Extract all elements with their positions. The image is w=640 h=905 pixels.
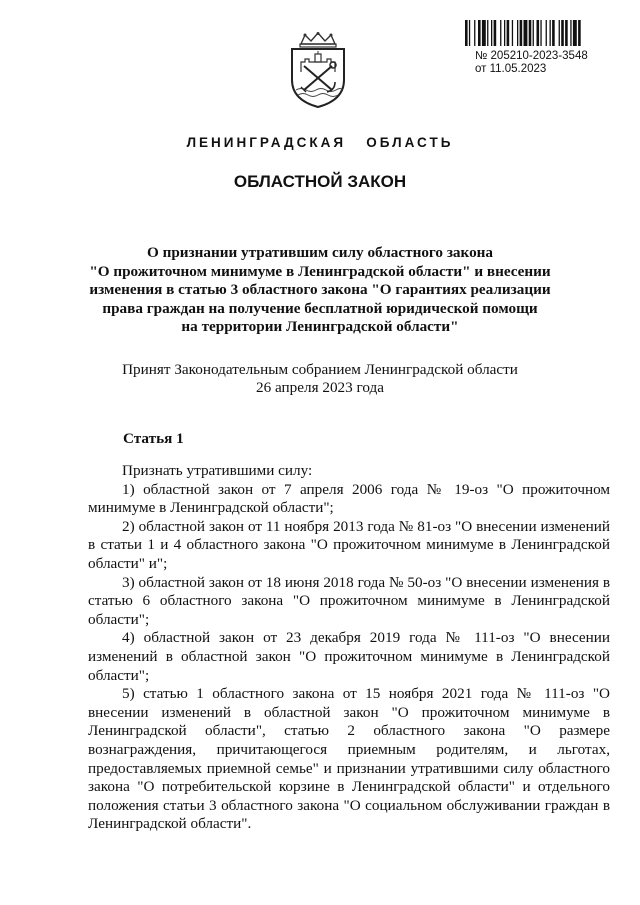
law-title-line: права граждан на получение бесплатной юридической помощи	[102, 299, 538, 317]
law-title-line: изменения в статью 3 областного закона "О гарантиях реализации	[89, 281, 551, 298]
registration-stamp	[475, 50, 588, 76]
article-item: 3) областной закон от 18 июня 2018 года № 50-оз "О внесении изменения в статью 6 областного закона "О прожиточном минимуме в Ленинградской области";	[88, 573, 610, 628]
article-item: 4) областной закон от 23 декабря 2019 года № 111-оз "О внесении изменений в областной закон "О прожиточном минимуме в Ленинградской области";	[88, 629, 610, 684]
law-title	[60, 244, 580, 337]
document-type-heading: ОБЛАСТНОЙ ЗАКОН	[233, 172, 407, 191]
law-title-line: "О прожиточном минимуме в Ленинградской области" и внесении	[89, 262, 551, 280]
barcode-icon	[464, 20, 612, 46]
adoption-date: 26 апреля 2023 года	[256, 379, 384, 396]
registration-date: от 11.05.2023	[475, 63, 547, 75]
coat-of-arms-icon	[287, 32, 349, 108]
law-title-line: на территории Ленинградской области"	[181, 318, 459, 335]
article-item: 5) статью 1 областного закона от 15 ноября 2021 года № 111-оз "О внесении изменений в областной закон "О прожиточном минимуме в Ленинградской области", статью 2 областного закона "О размере вознаграждения, причитающегося приемным родителям, и льготах, предоставляемых приемной семье" и признании утратившими силу областного закона "О потребительской корзине в Ленинградской области" и отдельного положения статьи 3 областного закона "О социальном обслуживании граждан в Ленинградской области".	[88, 685, 610, 833]
article-body	[88, 462, 610, 834]
article-item: 1) областной закон от 7 апреля 2006 года № 19-оз "О прожиточном минимуме в Ленинградской области";	[88, 480, 610, 517]
adoption-note	[60, 361, 580, 397]
article-intro: Признать утратившими силу:	[122, 462, 313, 479]
law-title-line: О признании утратившим силу областного закона	[146, 244, 494, 261]
registration-number: № 205210-2023-3548	[475, 50, 588, 62]
region-heading: ЛЕНИНГРАДСКАЯ ОБЛАСТЬ	[186, 135, 454, 150]
article-heading: Статья 1	[123, 430, 184, 447]
article-item: 2) областной закон от 11 ноября 2013 года № 81-оз "О внесении изменений в статьи 1 и 4 областного закона "О прожиточном минимуме в Ленинградской области" и";	[88, 517, 610, 572]
adoption-body: Принят Законодательным собранием Ленинградской области	[122, 361, 518, 378]
